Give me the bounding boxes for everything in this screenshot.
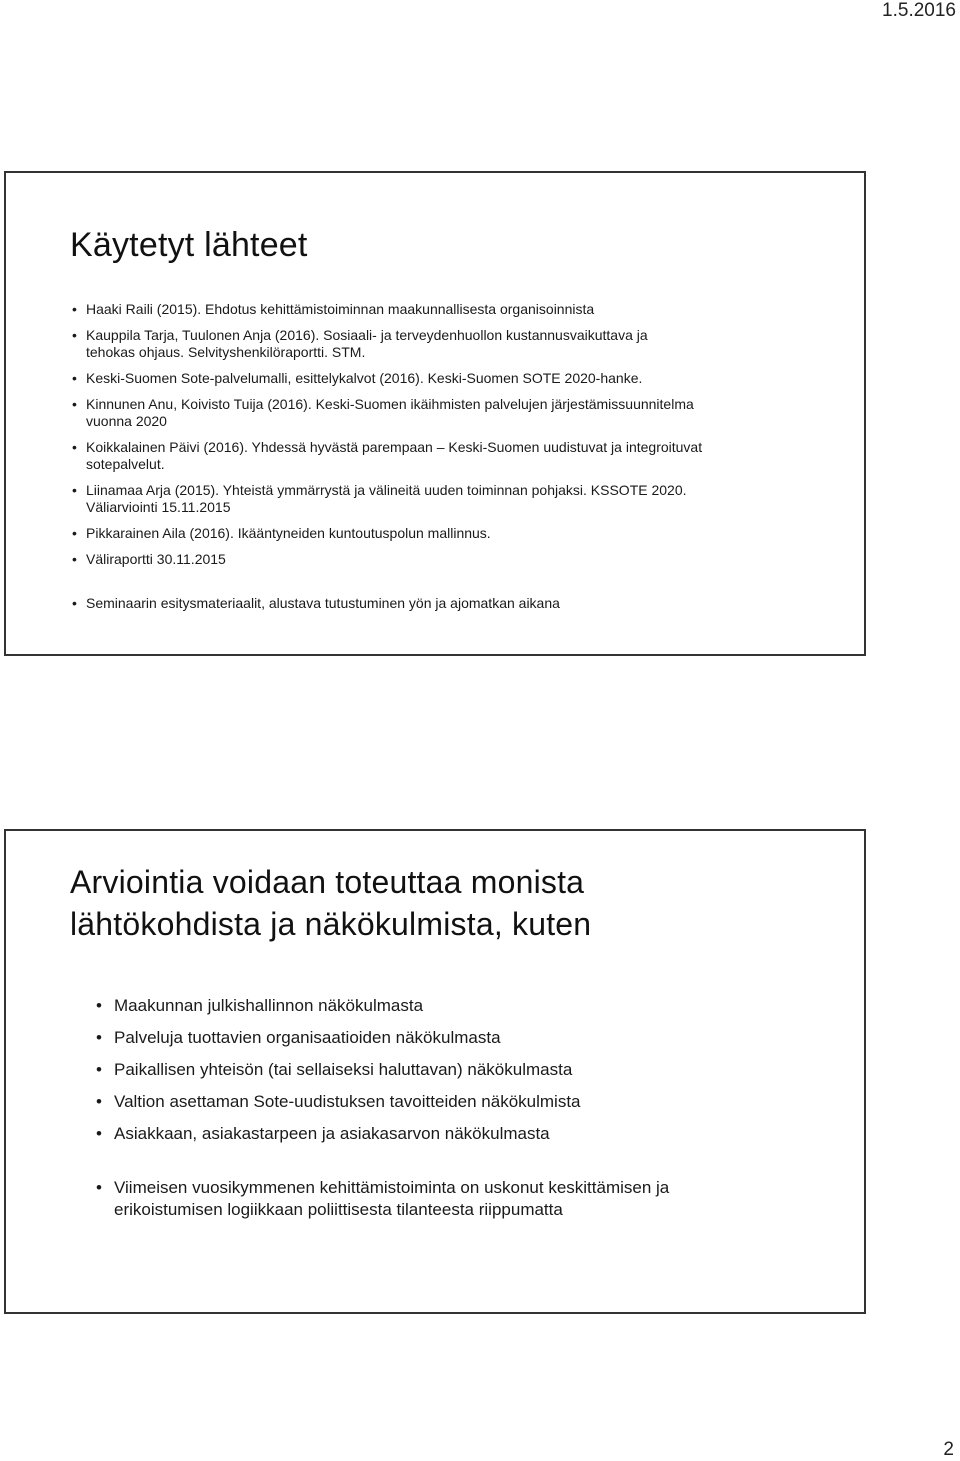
- slide-title-line: lähtökohdista ja näkökulmista, kuten: [70, 906, 592, 942]
- list-item: [86, 327, 826, 361]
- list-item-line: sotepalvelut.: [86, 456, 165, 472]
- list-item-line: Paikallisen yhteisön (tai sellaiseksi haluttavan) näkökulmasta: [114, 1060, 573, 1079]
- list-item: [86, 525, 826, 542]
- list-item-line: Maakunnan julkishallinnon näkökulmasta: [114, 996, 424, 1015]
- list-item-line: vuonna 2020: [86, 413, 167, 429]
- list-item: [114, 1059, 804, 1081]
- list-item-line: Valtion asettaman Sote-uudistuksen tavoitteiden näkökulmista: [114, 1092, 581, 1111]
- slide-title: [70, 861, 830, 945]
- slide-title-line: Arviointia voidaan toteuttaa monista: [70, 864, 585, 900]
- list-item: [86, 396, 826, 430]
- list-item: [114, 1027, 804, 1049]
- list-item-line: • Koikkalainen Päivi (2016). Yhdessä hyvästä parempaan – Keski-Suomen uudistuvat ja integroituvat: [86, 439, 703, 455]
- list-item-line: • Liinamaa Arja (2015). Yhteistä ymmärrystä ja välineitä uuden toiminnan pohjaksi. KSSOTE 2020.: [86, 482, 687, 498]
- list-item: [86, 439, 826, 473]
- list-item-line: • Kauppila Tarja, Tuulonen Anja (2016). Sosiaali- ja terveydenhuollon kustannusvaikuttava ja: [86, 327, 648, 343]
- list-item-line: Väliarviointi 15.11.2015: [86, 499, 231, 515]
- list-item-line: • Viimeisen vuosikymmenen kehittämistoiminta on uskonut keskittämisen ja: [114, 1178, 670, 1197]
- list-item: [86, 370, 826, 387]
- list-item-line: erikoistumisen logiikkaan poliittisesta tilanteesta riippumatta: [114, 1200, 563, 1219]
- list-item-line: Haaki Raili (2015). Ehdotus kehittämistoiminnan maakunnallisesta organisoinnista: [86, 301, 595, 317]
- list-item-line: Asiakkaan, asiakastarpeen ja asiakasarvon näkökulmasta: [114, 1124, 550, 1143]
- list-item: [114, 1177, 804, 1221]
- list-item: [114, 995, 804, 1017]
- list-item-line: Pikkarainen Aila (2016). Ikääntyneiden kuntoutuspolun mallinnus.: [86, 525, 491, 541]
- slide-title: Käytetyt lähteet: [70, 226, 308, 264]
- list-item: [114, 1091, 804, 1113]
- perspective-list: [114, 995, 804, 1231]
- list-item-line: tehokas ohjaus. Selvityshenkilöraportti. STM.: [86, 344, 366, 360]
- list-item: [114, 1123, 804, 1145]
- slide-references: [4, 171, 866, 656]
- list-item: [86, 551, 826, 568]
- reference-list: [86, 301, 826, 621]
- list-item-line: Palveluja tuottavien organisaatioiden näkökulmasta: [114, 1028, 501, 1047]
- page-number: 2: [943, 1439, 954, 1460]
- list-item: [86, 595, 826, 612]
- page-date: 1.5.2016: [882, 0, 956, 21]
- list-item-line: Seminaarin esitysmateriaalit, alustava tutustuminen yön ja ajomatkan aikana: [86, 595, 560, 611]
- list-item-line: Väliraportti 30.11.2015: [86, 551, 226, 567]
- list-item-line: • Kinnunen Anu, Koivisto Tuija (2016). Keski-Suomen ikäihmisten palvelujen järjestämissuunnitelma: [86, 396, 694, 412]
- slide-evaluation-perspectives: [4, 829, 866, 1314]
- list-item-line: Keski-Suomen Sote-palvelumalli, esittelykalvot (2016). Keski-Suomen SOTE 2020-hanke.: [86, 370, 643, 386]
- list-item: [86, 482, 826, 516]
- list-item: [86, 301, 826, 318]
